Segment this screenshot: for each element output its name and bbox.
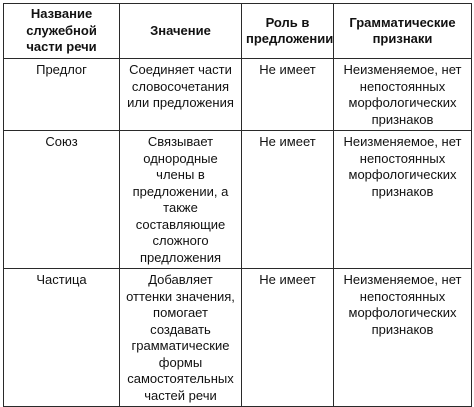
cell-features <box>334 131 472 269</box>
cell-features-text: Неизменяемое, нет непостоянных морфологических признаков <box>343 62 462 127</box>
table-header <box>4 4 472 59</box>
table-row <box>4 131 472 269</box>
cell-role <box>242 131 334 269</box>
cell-meaning-text: Связывает однородные члены в предложении, а также составляющие сложного предложения <box>132 134 229 265</box>
cell-role <box>242 269 334 407</box>
cell-features-text: Неизменяемое, нет непостоянных морфологических признаков <box>343 272 462 337</box>
cell-meaning <box>120 269 242 407</box>
cell-role-text: Не имеет <box>259 62 316 77</box>
header-role: Роль в предложении <box>242 4 334 59</box>
cell-part-text: Частица <box>36 272 87 287</box>
header-part-name: Название служебной части речи <box>4 4 120 59</box>
table-row <box>4 269 472 407</box>
cell-role-text: Не имеет <box>259 134 316 149</box>
cell-meaning-text: Добавляет оттенки значения, помогает создавать грамматические формы самостоятельных частей речи <box>126 272 235 403</box>
cell-part-text: Союз <box>45 134 78 149</box>
cell-role-text: Не имеет <box>259 272 316 287</box>
header-row <box>4 4 472 59</box>
cell-part-text: Предлог <box>36 62 87 77</box>
cell-part <box>4 269 120 407</box>
header-meaning: Значение <box>120 4 242 59</box>
cell-meaning <box>120 131 242 269</box>
cell-features-text: Неизменяемое, нет непостоянных морфологических признаков <box>343 134 462 199</box>
cell-meaning <box>120 59 242 131</box>
cell-meaning-text: Соединяет части словосочетания или предложения <box>127 62 234 110</box>
cell-features <box>334 59 472 131</box>
parts-of-speech-table <box>3 3 472 407</box>
cell-part <box>4 131 120 269</box>
header-grammar-features: Грамматические признаки <box>334 4 472 59</box>
cell-role <box>242 59 334 131</box>
cell-part <box>4 59 120 131</box>
table-row <box>4 59 472 131</box>
table-body <box>4 59 472 407</box>
cell-features <box>334 269 472 407</box>
